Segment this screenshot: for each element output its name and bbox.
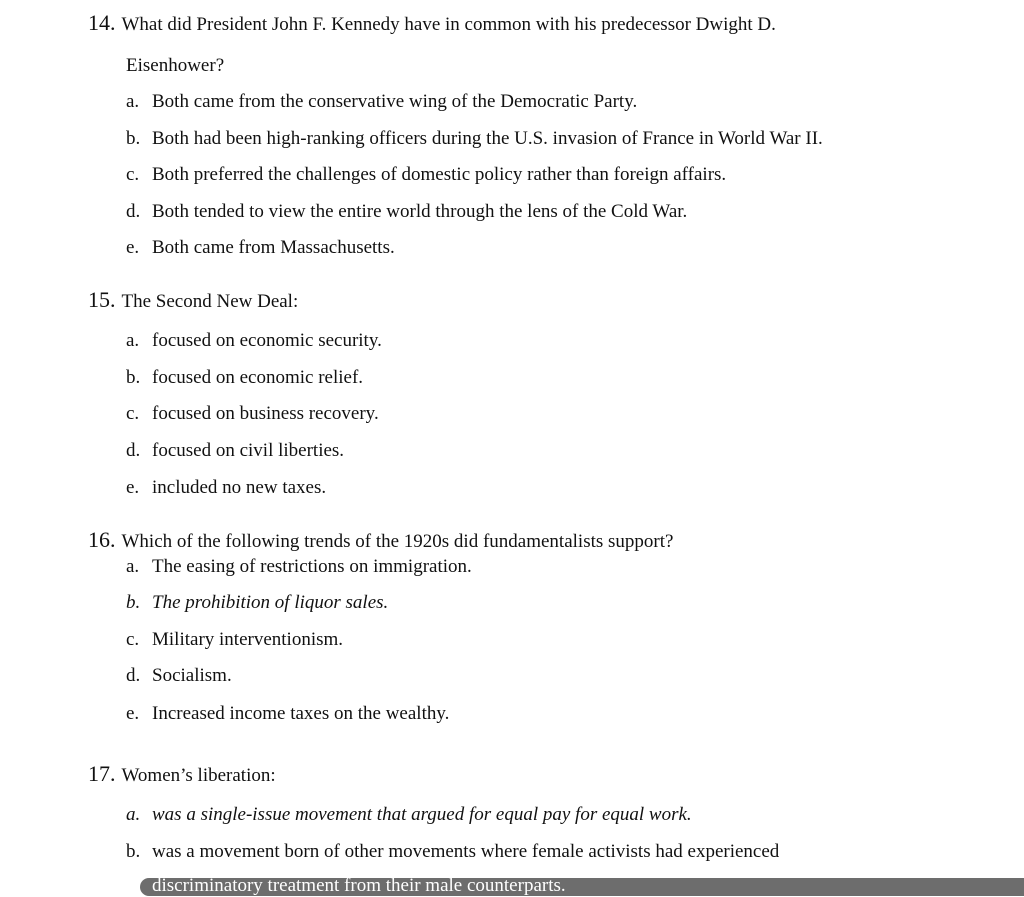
option-14a[interactable] xyxy=(126,91,637,113)
option-letter: b. xyxy=(126,128,141,149)
option-text: Both had been high-ranking officers during the U.S. invasion of France in World War II. xyxy=(152,128,823,149)
option-14b[interactable] xyxy=(126,128,823,150)
question-text: Women’s liberation: xyxy=(121,765,276,786)
option-text: included no new taxes. xyxy=(152,477,327,498)
option-letter: a. xyxy=(126,330,140,351)
option-15c[interactable] xyxy=(126,403,379,425)
option-15b[interactable] xyxy=(126,367,363,389)
option-16e[interactable] xyxy=(126,703,449,725)
option-letter: a. xyxy=(126,804,141,825)
option-15d[interactable] xyxy=(126,440,344,462)
option-text: focused on economic relief. xyxy=(152,367,364,388)
option-16a[interactable] xyxy=(126,556,472,578)
option-letter: e. xyxy=(126,237,140,258)
option-letter: d. xyxy=(126,201,141,222)
option-letter: c. xyxy=(126,164,140,185)
question-number: 15. xyxy=(88,287,116,312)
question-text: What did President John F. Kennedy have in common with his predecessor Dwight D. xyxy=(121,14,776,35)
question-14-stem xyxy=(88,10,776,36)
question-16-stem xyxy=(88,527,673,553)
option-letter: e. xyxy=(126,477,140,498)
option-text: Both came from Massachusetts. xyxy=(152,237,395,258)
option-15e[interactable] xyxy=(126,477,326,499)
option-17b-continuation: discriminatory treatment from their male counterparts. xyxy=(152,875,566,896)
option-letter: c. xyxy=(126,629,140,650)
option-letter: d. xyxy=(126,440,141,461)
question-number: 14. xyxy=(88,10,116,35)
option-16d[interactable] xyxy=(126,665,232,687)
option-text: Both preferred the challenges of domestic policy rather than foreign affairs. xyxy=(152,164,727,185)
option-text: Increased income taxes on the wealthy. xyxy=(152,703,450,724)
option-text: focused on civil liberties. xyxy=(152,440,345,461)
option-letter: e. xyxy=(126,703,140,724)
question-15-stem xyxy=(88,287,298,313)
question-number: 17. xyxy=(88,761,116,786)
option-letter: a. xyxy=(126,556,140,577)
option-text: Both came from the conservative wing of the Democratic Party. xyxy=(152,91,638,112)
option-text: focused on economic security. xyxy=(152,330,382,351)
option-text: was a single-issue movement that argued for equal pay for equal work. xyxy=(152,804,692,825)
option-text: focused on business recovery. xyxy=(152,403,379,424)
option-letter: d. xyxy=(126,665,141,686)
option-17a[interactable] xyxy=(126,804,692,826)
option-letter: a. xyxy=(126,91,140,112)
option-14d[interactable] xyxy=(126,201,687,223)
option-15a[interactable] xyxy=(126,330,382,352)
option-text: Military interventionism. xyxy=(152,629,344,650)
option-14c[interactable] xyxy=(126,164,726,186)
question-17-stem xyxy=(88,761,276,787)
option-text: was a movement born of other movements where female activists had experienced xyxy=(152,841,780,862)
option-text: Socialism. xyxy=(152,665,232,686)
option-letter: b. xyxy=(126,367,141,388)
question-14-continuation: Eisenhower? xyxy=(126,55,225,76)
option-letter: b. xyxy=(126,592,141,613)
option-letter: c. xyxy=(126,403,140,424)
option-14e[interactable] xyxy=(126,237,395,259)
option-17b[interactable] xyxy=(126,841,779,863)
question-text: Which of the following trends of the 1920s did fundamentalists support? xyxy=(121,531,674,552)
option-letter: b. xyxy=(126,841,141,862)
option-text: The prohibition of liquor sales. xyxy=(152,592,389,613)
option-text: Both tended to view the entire world through the lens of the Cold War. xyxy=(152,201,688,222)
question-number: 16. xyxy=(88,527,116,552)
option-16c[interactable] xyxy=(126,629,343,651)
question-text: The Second New Deal: xyxy=(121,291,299,312)
option-16b[interactable] xyxy=(126,592,388,614)
option-text: The easing of restrictions on immigration. xyxy=(152,556,472,577)
